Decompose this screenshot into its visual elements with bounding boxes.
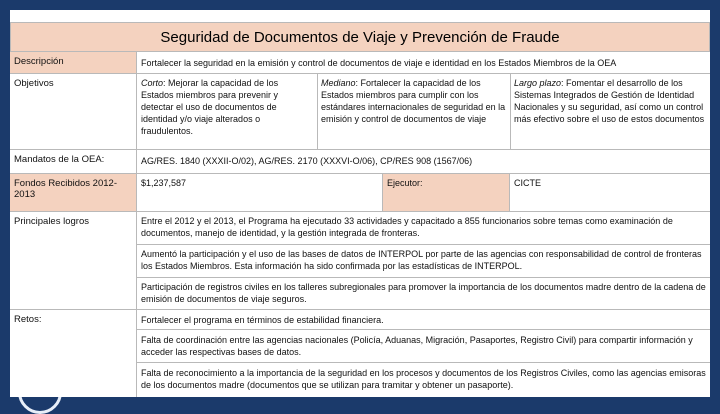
objetivo-corto-label: Corto [141,78,164,88]
logro-item: Entre el 2012 y el 2013, el Programa ha ejecutado 33 actividades y capacitado a 855 funcionarios sobre temas como examinación de documentos, manejo de identidad, y la gestión integrada de fronteras. [141,216,673,238]
row-fondos [10,174,710,212]
objetivo-largo-text: : Fomentar el desarrollo de los Sistemas Integrados de Gestión de Identidad Nacionales y su seguridad, así como un control más efectivo sobre el uso de estos documentos [514,78,705,124]
ejecutor-value: CICTE [514,178,541,188]
objetivo-largo-label: Largo plazo [514,78,562,88]
fondos-amount: $1,237,587 [141,178,187,188]
label-mandatos: Mandatos de la OEA: [10,150,137,173]
logro-item: Aumentó la participación y el uso de las bases de datos de INTERPOL por parte de las agencias con responsabilidad de control de fronteras los Estados Miembros. Esta información ha sido confirmada por las estadísticas de INTERPOL. [141,249,702,271]
row-logros [10,212,710,310]
descripcion-text: Fortalecer la seguridad en la emisión y control de documentos de viaje e identidad en los Estados Miembros de la OEA [141,58,617,68]
mandatos-text: AG/RES. 1840 (XXXII-O/02), AG/RES. 2170 (XXXVI-O/06), CP/RES 908 (1567/06) [141,156,473,166]
reto-item: Falta de coordinación entre las agencias nacionales (Policía, Aduanas, Migración, Pasaportes, Registro Civil) para compartir información y acceder las respectivas bases de datos. [141,335,693,357]
label-descripcion: Descripción [10,52,137,73]
info-table [10,10,710,397]
objetivo-mediano-label: Mediano [321,78,356,88]
row-objetivos [10,74,710,150]
label-retos: Retos: [10,310,137,397]
label-fondos: Fondos Recibidos 2012-2013 [10,174,137,211]
page-title: Seguridad de Documentos de Viaje y Prevención de Fraude [10,22,710,52]
row-descripcion [10,52,710,74]
reto-item: Falta de reconocimiento a la importancia de la seguridad en los procesos y documentos de los Registros Civiles, como las agencias emisoras de los documentos madre (documentos que se utilizan para tramitar y obtener un pasaporte). [141,368,706,390]
objetivo-corto-text: : Mejorar la capacidad de los Estados miembros para prevenir y detectar el uso de documentos de identidad y/o viaje alterados o fraudulentos. [141,78,279,136]
reto-item: Fortalecer el programa en términos de estabilidad financiera. [141,315,384,325]
label-objetivos: Objetivos [10,74,137,149]
objetivo-mediano [317,74,510,128]
objetivo-largo [510,74,710,128]
logro-item: Participación de registros civiles en los talleres subregionales para promover la importancia de los documentos madre dentro de la cadena de emisión de documentos de viaje seguros. [141,282,706,304]
divider [137,329,710,330]
label-logros: Principales logros [10,212,137,309]
row-retos [10,310,710,397]
row-mandatos [10,150,710,174]
divider [137,362,710,363]
objetivo-mediano-text: : Fortalecer la capacidad de los Estados miembros para cumplir con los estándares internacionales de seguridad en la emisión y control de documentos de viaje [321,78,506,124]
ejecutor-label: Ejecutor: [383,174,509,211]
objetivo-corto [137,74,317,140]
